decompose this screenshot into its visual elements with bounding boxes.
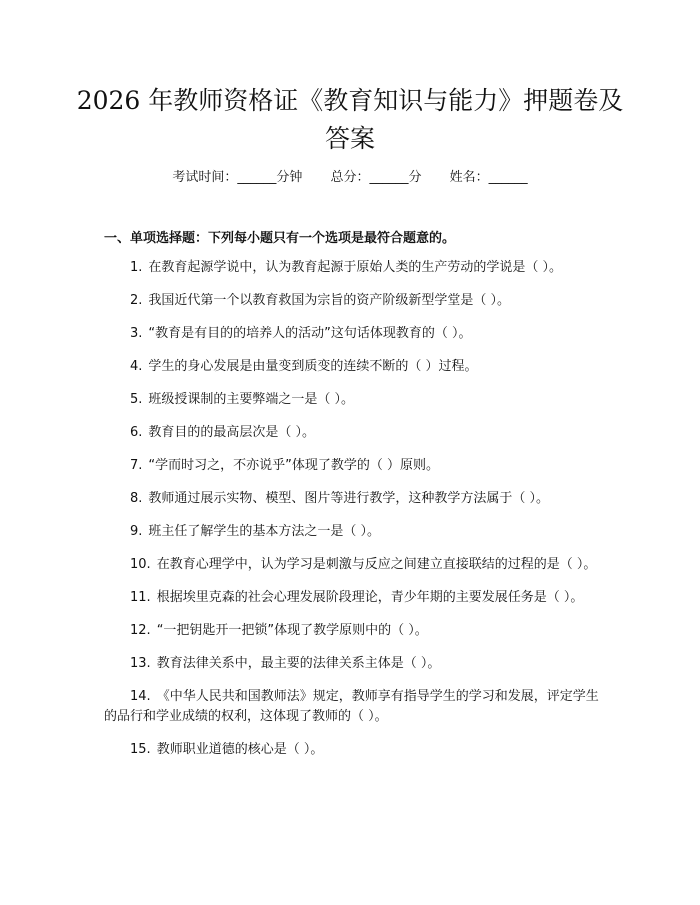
question-text: “一把钥匙开一把锁”体现了教学原则中的（ ）。 <box>156 623 428 638</box>
question-number: 1. <box>130 260 143 275</box>
question-number: 4. <box>130 359 143 374</box>
question-text: “学而时习之，不亦说乎”体现了教学的（ ）原则。 <box>148 458 440 473</box>
question-number: 5. <box>130 392 143 407</box>
question-item <box>104 621 600 641</box>
question-text: 根据埃里克森的社会心理发展阶段理论，青少年期的主要发展任务是（ ）。 <box>156 590 584 605</box>
question-item <box>104 740 600 760</box>
question-number: 15. <box>130 742 151 757</box>
exam-time-field: 考试时间：______分钟 <box>172 170 303 185</box>
question-text: 班主任了解学生的基本方法之一是（ ）。 <box>148 524 381 539</box>
question-item <box>104 489 600 509</box>
question-item <box>104 390 600 410</box>
page-title: 2026 年教师资格证《教育知识与能力》押题卷及答案 <box>76 86 624 153</box>
question-item <box>104 588 600 608</box>
question-text: 在教育起源学说中，认为教育起源于原始人类的生产劳动的学说是（ ）。 <box>148 260 563 275</box>
section-heading: 一、单项选择题：下列每小题只有一个选项是最符合题意的。 <box>104 231 456 246</box>
question-number: 10. <box>130 557 151 572</box>
question-text: 教师通过展示实物、模型、图片等进行教学，这种教学方法属于（ ）。 <box>148 491 550 506</box>
exam-info <box>0 168 700 188</box>
total-score-field: 总分：______分 <box>330 170 422 185</box>
question-number: 3. <box>130 326 143 341</box>
question-number: 9. <box>130 524 143 539</box>
question-item <box>104 555 600 575</box>
question-number: 6. <box>130 425 143 440</box>
question-item <box>104 687 600 727</box>
question-list <box>104 258 600 760</box>
question-item <box>104 258 600 278</box>
question-text: “教育是有目的的培养人的活动”这句话体现教育的（ ）。 <box>148 326 472 341</box>
question-text: 教师职业道德的核心是（ ）。 <box>156 742 324 757</box>
question-number: 13. <box>130 656 151 671</box>
question-text: 教育法律关系中，最主要的法律关系主体是（ ）。 <box>156 656 441 671</box>
question-text: 我国近代第一个以教育救国为宗旨的资产阶级新型学堂是（ ）。 <box>148 293 511 308</box>
student-name-field: 姓名：______ <box>449 170 528 185</box>
question-item <box>104 522 600 542</box>
question-number: 8. <box>130 491 143 506</box>
question-item <box>104 324 600 344</box>
question-item <box>104 456 600 476</box>
question-text: 班级授课制的主要弊端之一是（ ）。 <box>148 392 355 407</box>
question-number: 12. <box>130 623 151 638</box>
question-item <box>104 423 600 443</box>
question-text: 学生的身心发展是由量变到质变的连续不断的（ ）过程。 <box>148 359 478 374</box>
question-item <box>104 357 600 377</box>
question-text: 在教育心理学中，认为学习是刺激与反应之间建立直接联结的过程的是（ ）。 <box>156 557 597 572</box>
question-number: 7. <box>130 458 143 473</box>
question-number: 2. <box>130 293 143 308</box>
question-item <box>104 291 600 311</box>
question-item <box>104 654 600 674</box>
question-text: 《中华人民共和国教师法》规定，教师享有指导学生的学习和发展，评定学生的品行和学业成绩的权利，这体现了教师的（ ）。 <box>104 689 599 724</box>
question-number: 14. <box>130 689 151 704</box>
question-text: 教育目的的最高层次是（ ）。 <box>148 425 316 440</box>
question-number: 11. <box>130 590 151 605</box>
